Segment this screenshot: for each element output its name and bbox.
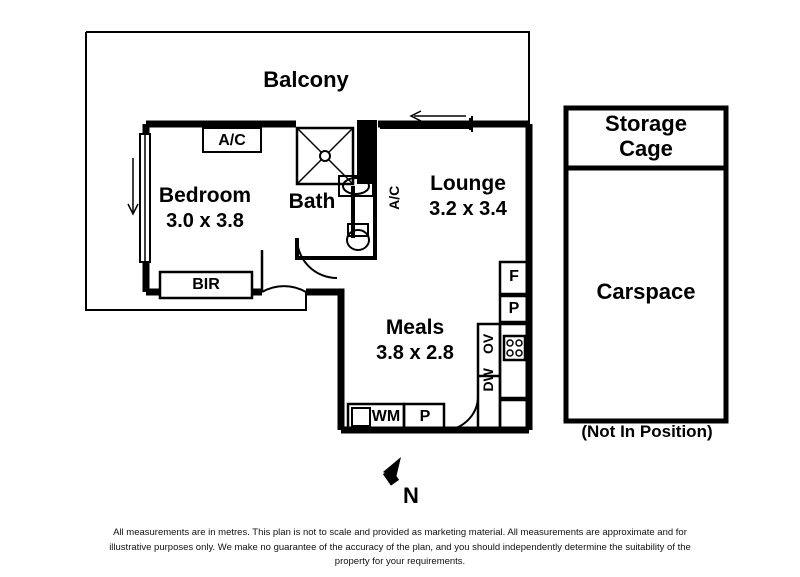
- kitchen-door: [444, 396, 478, 430]
- meals-label: Meals: [385, 316, 445, 339]
- pantry-upper-label: P: [508, 300, 520, 317]
- bedroom-label: Bedroom: [158, 184, 252, 207]
- ac-cupboard-label: A/C: [386, 185, 403, 210]
- lounge-label: Lounge: [430, 172, 506, 195]
- storage-cage-label-line2: Cage: [619, 136, 673, 161]
- cooktop-burners: [507, 340, 522, 356]
- washing-machine-label: WM: [371, 408, 401, 425]
- carspace-label: Carspace: [596, 279, 696, 304]
- bedroom-dims-label: 3.0 x 3.8: [166, 210, 244, 232]
- lounge-dims-label: 3.2 x 3.4: [429, 198, 507, 220]
- north-arrow-icon: [383, 457, 401, 486]
- shower-recess: [297, 120, 377, 184]
- north-label: N: [403, 483, 419, 508]
- meals-dims-label: 3.8 x 2.8: [376, 342, 454, 364]
- oven-label: OV: [480, 333, 497, 354]
- balcony-label: Balcony: [263, 67, 349, 92]
- ac-bedroom-label: A/C: [218, 132, 246, 149]
- pantry-lower-label: P: [419, 408, 431, 425]
- toilet-fixture: [347, 224, 369, 250]
- dishwasher-label: DW: [480, 368, 497, 392]
- disclaimer-text: All measurements are in metres. This plan is not to scale and provided as marketing material. All measurements are approximate and for illustrative purposes only. We make no guarantee of the accuracy of the plan, and you should independently determine the suitability of the property for your requirements.: [109, 527, 691, 568]
- not-in-position-label: (Not In Position): [581, 422, 713, 441]
- storage-cage-label-line1: Storage: [605, 111, 687, 136]
- fridge-label: F: [509, 268, 519, 285]
- bir-label: BIR: [192, 276, 220, 293]
- bath-label: Bath: [288, 190, 336, 213]
